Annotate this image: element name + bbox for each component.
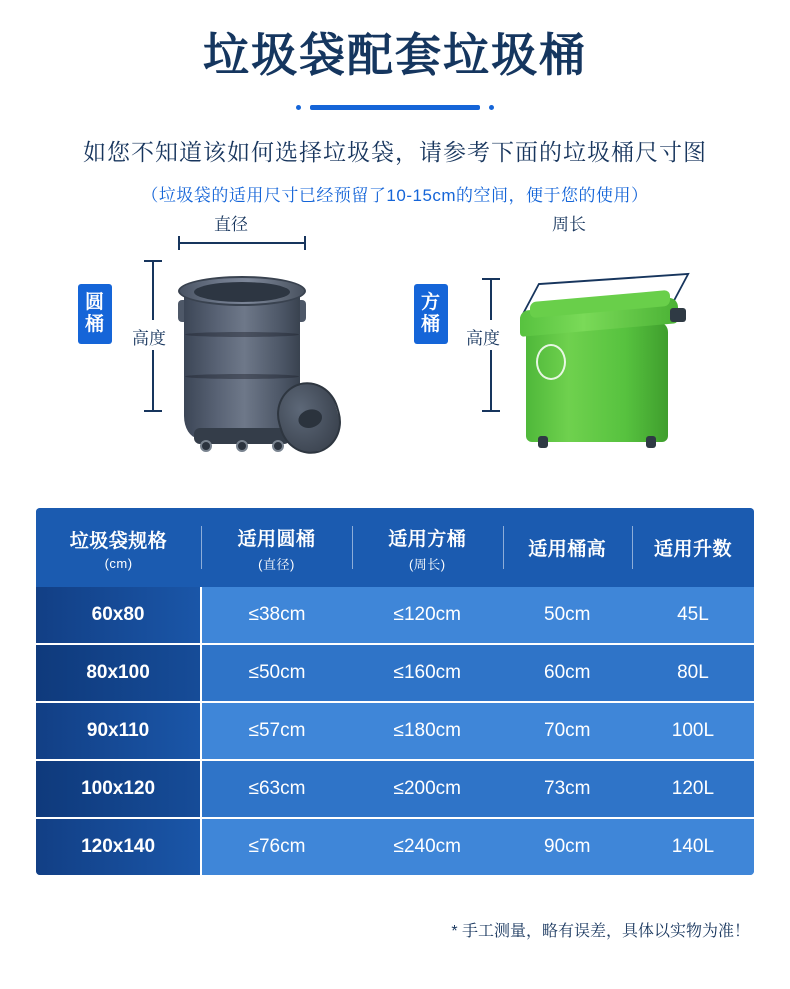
round-bin-image [178,270,306,445]
cell-square: ≤180cm [352,702,503,760]
square-height-label: 高度 [466,329,500,349]
cell-liters: 120L [632,760,754,818]
round-bin-wheel-right [272,440,284,452]
cell-liters: 80L [632,644,754,702]
cell-height: 50cm [503,587,632,644]
cell-round: ≤50cm [201,644,352,702]
title-divider [310,105,480,110]
cell-height: 70cm [503,702,632,760]
illustration-area [0,215,790,483]
table-row [36,702,754,760]
square-bin-image [520,278,680,446]
square-height-tick-top [482,278,500,280]
cell-spec: 90x110 [36,702,201,760]
table-row [36,587,754,644]
cell-round: ≤63cm [201,760,352,818]
page-title: 垃圾袋配套垃圾桶 [203,29,587,81]
square-height-line-top [490,278,492,320]
cell-spec: 100x120 [36,760,201,818]
square-bin-tag: 方桶 [414,284,448,344]
header-spec: 垃圾袋规格 (cm) [36,508,201,587]
round-height-label: 高度 [132,329,166,349]
square-bin-wheel-right [646,436,656,448]
header-liters: 适用升数 [632,508,754,587]
cell-square: ≤120cm [352,587,503,644]
round-bin-tag: 圆桶 [78,284,112,344]
round-height-line-top [152,260,154,320]
square-bin-wheel-left [538,436,548,448]
table-footnote: * 手工测量，略有误差，具体以实物为准！ [451,923,750,940]
round-diameter-tick-left [178,236,180,250]
cell-spec: 60x80 [36,587,201,644]
cell-round: ≤57cm [201,702,352,760]
round-diameter-label: 直径 [214,215,248,235]
round-diameter-line [178,242,306,244]
cell-height: 73cm [503,760,632,818]
square-height-tick-bottom [482,410,500,412]
page-note: （垃圾袋的适用尺寸已经预留了10-15cm的空间，便于您的使用） [141,186,649,206]
square-perimeter-label: 周长 [552,215,586,235]
round-bin-wheel-center [236,440,248,452]
cell-round: ≤76cm [201,818,352,875]
header-square: 适用方桶 (周长) [352,508,503,587]
cell-height: 60cm [503,644,632,702]
round-height-line-bottom [152,350,154,412]
cell-spec: 120x140 [36,818,201,875]
recycle-logo-icon [536,344,566,380]
cell-liters: 140L [632,818,754,875]
round-height-tick-bottom [144,410,162,412]
cell-liters: 45L [632,587,754,644]
square-height-line-bottom [490,350,492,412]
cell-square: ≤200cm [352,760,503,818]
round-bin-wheel-left [200,440,212,452]
square-bin-body [526,322,668,442]
round-height-tick-top [144,260,162,262]
table-row [36,760,754,818]
cell-square: ≤160cm [352,644,503,702]
size-table [36,508,754,875]
table-header-row [36,508,754,587]
header-height: 适用桶高 [503,508,632,587]
table-row [36,644,754,702]
cell-round: ≤38cm [201,587,352,644]
round-diameter-tick-right [304,236,306,250]
square-bin-handle [670,308,686,322]
header-round: 适用圆桶 (直径) [201,508,352,587]
cell-liters: 100L [632,702,754,760]
page-subtitle: 如您不知道该如何选择垃圾袋，请参考下面的垃圾桶尺寸图 [83,139,707,166]
cell-spec: 80x100 [36,644,201,702]
cell-square: ≤240cm [352,818,503,875]
round-bin-lid-knob [296,407,324,431]
cell-height: 90cm [503,818,632,875]
table-row [36,818,754,875]
